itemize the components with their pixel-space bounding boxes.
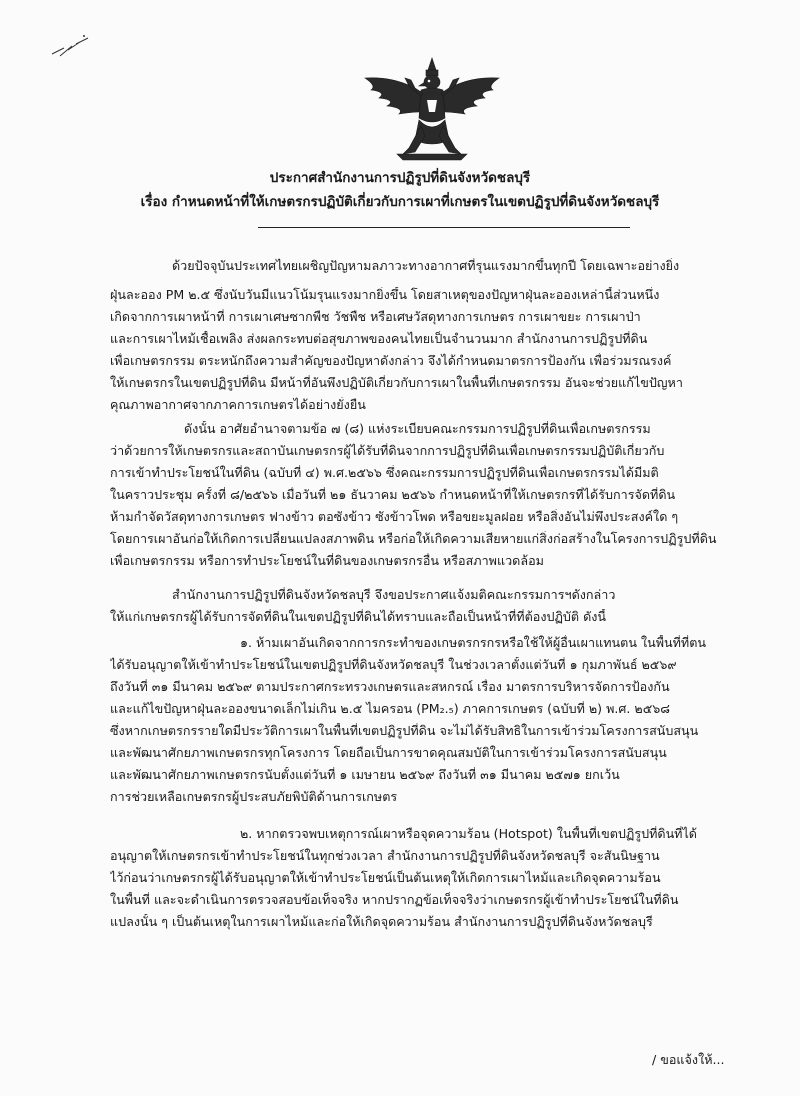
body-line: ให้เกษตรกรในเขตปฏิรูปที่ดิน มีหน้าที่อันพึงปฏิบัติเกี่ยวกับการเผาในพื้นที่เกษตรกรรม อันจะช่วยแก้ไขปัญหา bbox=[110, 375, 683, 390]
title-underline bbox=[258, 227, 630, 228]
body-line: ซึ่งหากเกษตรกรรายใดมีประวัติการเผาในพื้นที่เขตปฏิรูปที่ดิน จะไม่ได้รับสิทธิในการเข้าร่วมโครงการสนับสนุน bbox=[110, 723, 699, 738]
body-line: เพื่อเกษตรกรรม หรือการทำประโยชน์ในที่ดินของเกษตรกรอื่น หรือสภาพแวดล้อม bbox=[110, 553, 544, 568]
body-line: ด้วยปัจจุบันประเทศไทยเผชิญปัญหามลภาวะทางอากาศที่รุนแรงมากขึ้นทุกปี โดยเฉพาะอย่างยิ่ง bbox=[172, 258, 680, 273]
body-line: เกิดจากการเผาหน้าที่ การเผาเศษซากพืช วัชพืช หรือเศษวัสดุทางการเกษตร การเผาขยะ การเผาป่า bbox=[110, 309, 641, 324]
body-line: ให้แก่เกษตรกรผู้ได้รับการจัดที่ดินในเขตปฏิรูปที่ดินได้ทราบและถือเป็นหน้าที่ที่ต้องปฏิบัติ ดังนี้ bbox=[110, 609, 607, 624]
body-line: และแก้ไขปัญหาฝุ่นละอองขนาดเล็กไม่เกิน ๒.๕ ไมครอน (PM₂.₅) ภาคการเกษตร (ฉบับที่ ๒) พ.ศ. ๒๕๖๘ bbox=[110, 701, 670, 716]
body-line: ได้รับอนุญาตให้เข้าทำประโยชน์ในเขตปฏิรูปที่ดินจังหวัดชลบุรี ในช่วงเวลาตั้งแต่วันที่ ๑ กุมภาพันธ์ ๒๕๖๙ bbox=[110, 657, 677, 672]
body-line: และการเผาไหม้เชื้อเพลิง ส่งผลกระทบต่อสุขภาพของคนไทยเป็นจำนวนมาก สำนักงานการปฏิรูปที่ดิน bbox=[110, 331, 648, 346]
body-line: คุณภาพอากาศจากภาคการเกษตรได้อย่างยั่งยืน bbox=[110, 397, 366, 412]
garuda-emblem-icon bbox=[357, 56, 507, 162]
body-line: ในคราวประชุม ครั้งที่ ๘/๒๕๖๖ เมื่อวันที่ ๒๑ ธันวาคม ๒๕๖๖ กำหนดหน้าที่ให้เกษตรกรที่ได้รับการจัดที่ดิน bbox=[110, 487, 676, 502]
body-line: สำนักงานการปฏิรูปที่ดินจังหวัดชลบุรี จึงขอประกาศแจ้งมติคณะกรรมการฯดังกล่าว bbox=[172, 587, 616, 602]
body-line: ถึงวันที่ ๓๑ มีนาคม ๒๕๖๙ ตามประกาศกระทรวงเกษตรและสหกรณ์ เรื่อง มาตรการบริหารจัดการป้องกัน bbox=[110, 679, 670, 694]
body-line: ว่าด้วยการให้เกษตรกรและสถาบันเกษตรกรผู้ได้รับที่ดินจากการปฏิรูปที่ดินเพื่อเกษตรกรรมปฏิบัติเกี่ยวกับ bbox=[110, 443, 665, 458]
body-line: และพัฒนาศักยภาพเกษตรกรทุกโครงการ โดยถือเป็นการขาดคุณสมบัติในการเข้าร่วมโครงการสนับสนุน bbox=[110, 745, 667, 760]
body-line: ดังนั้น อาศัยอำนาจตามข้อ ๗ (๘) แห่งระเบียบคณะกรรมการปฏิรูปที่ดินเพื่อเกษตรกรรม bbox=[184, 421, 651, 436]
body-line: ๒. หากตรวจพบเหตุการณ์เผาหรือจุดความร้อน (Hotspot) ในพื้นที่เขตปฏิรูปที่ดินที่ได้ bbox=[240, 826, 697, 841]
body-line: อนุญาตให้เกษตรกรเข้าทำประโยชน์ในทุกช่วงเวลา สำนักงานการปฏิรูปที่ดินจังหวัดชลบุรี จะสันนิษฐาน bbox=[110, 848, 660, 863]
body-line: และพัฒนาศักยภาพเกษตรกรนับตั้งแต่วันที่ ๑ เมษายน ๒๕๖๙ ถึงวันที่ ๓๑ มีนาคม ๒๕๗๑ ยกเว้น bbox=[110, 767, 620, 782]
body-line: ห้ามกำจัดวัสดุทางการเกษตร ฟางข้าว ตอซังข้าว ซังข้าวโพด หรือขยะมูลฝอย หรือสิ่งอันไม่พึงประสงค์ใด ๆ bbox=[110, 509, 679, 524]
pen-mark bbox=[50, 32, 90, 62]
body-line: ในพื้นที่ และจะดำเนินการตรวจสอบข้อเท็จจริง หากปรากฏข้อเท็จจริงว่าเกษตรกรผู้เข้าทำประโยชน์ในที่ดิน bbox=[110, 892, 679, 907]
body-line: การเข้าทำประโยชน์ในที่ดิน (ฉบับที่ ๔) พ.ศ.๒๕๖๖ ซึ่งคณะกรรมการปฏิรูปที่ดินเพื่อเกษตรกรรมได้มีมติ bbox=[110, 465, 659, 480]
body-line: ฝุ่นละออง PM ๒.๕ ซึ่งนับวันมีแนวโน้มรุนแรงมากยิ่งขึ้น โดยสาเหตุของปัญหาฝุ่นละอองเหล่านี้ส่วนหนึ่ง bbox=[110, 287, 660, 302]
body-line: ไว้ก่อนว่าเกษตรกรผู้ได้รับอนุญาตให้เข้าทำประโยชน์เป็นต้นเหตุให้เกิดการเผาไหม้และเกิดจุดความร้อน bbox=[110, 870, 661, 885]
body-line: เพื่อเกษตรกรรม ตระหนักถึงความสำคัญของปัญหาดังกล่าว จึงได้กำหนดมาตรการป้องกัน เพื่อร่วมรณรงค์ bbox=[110, 353, 672, 368]
body-line: ๑. ห้ามเผาอันเกิดจากการกระทำของเกษตรกรกรหรือใช้ให้ผู้อื่นเผาแทนตน ในพื้นที่ที่ตน bbox=[240, 635, 707, 650]
body-line: โดยการเผาอันก่อให้เกิดการเปลี่ยนแปลงสภาพดิน หรือก่อให้เกิดความเสียหายแก่สิ่งก่อสร้างในโครงการปฏิรูปที่ดิน bbox=[110, 531, 717, 546]
body-line: การช่วยเหลือเกษตรกรผู้ประสบภัยพิบัติด้านการเกษตร bbox=[110, 789, 398, 804]
continuation-note: / ขอแจ้งให้... bbox=[652, 1052, 725, 1067]
announcement-title: ประกาศสำนักงานการปฏิรูปที่ดินจังหวัดชลบุรี bbox=[269, 170, 531, 186]
announcement-subject: เรื่อง กำหนดหน้าที่ให้เกษตรกรปฏิบัติเกี่ยวกับการเผาที่เกษตรในเขตปฏิรูปที่ดินจังหวัดชลบุรี bbox=[140, 194, 660, 210]
body-line: แปลงนั้น ๆ เป็นต้นเหตุในการเผาไหม้และก่อให้เกิดจุดความร้อน สำนักงานการปฏิรูปที่ดินจังหวัดชลบุรี bbox=[110, 914, 653, 929]
